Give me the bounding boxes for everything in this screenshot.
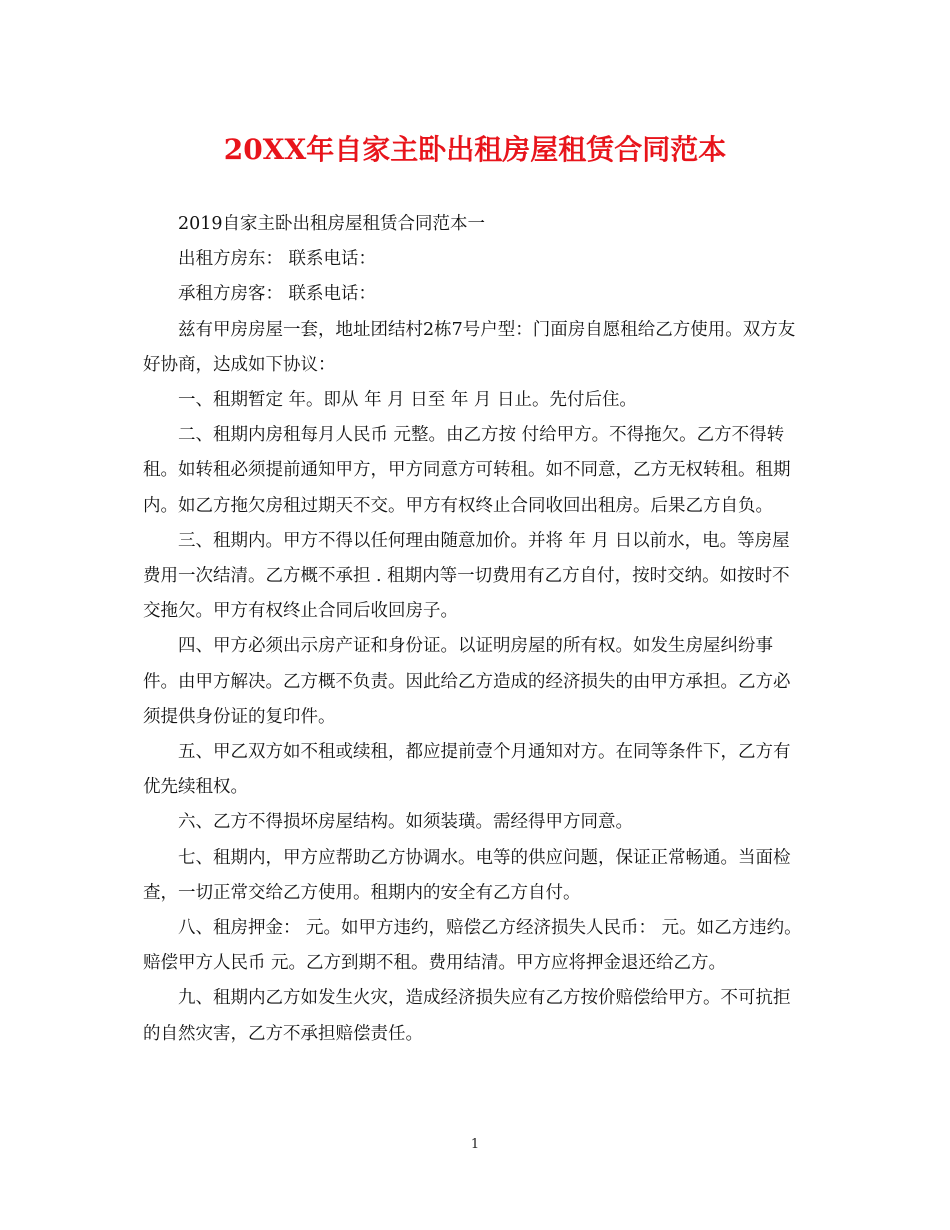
paragraph-clause-9: 九、租期内乙方如发生火灾，造成经济损失应有乙方按价赔偿给甲方。不可抗拒的自然灾害，乙方不承担赔偿责任。 xyxy=(143,988,791,1044)
page-number: 1 xyxy=(470,1137,480,1152)
paragraph-clause-1: 一、租期暂定 年。即从 年 月 日至 年 月 日止。先付后住。 xyxy=(178,390,637,411)
paragraph-clause-4: 四、甲方必须出示房产证和身份证。以证明房屋的所有权。如发生房屋纠纷事件。由甲方解决。乙方概不负责。因此给乙方造成的经济损失的由甲方承担。乙方必须提供身份证的复印件。 xyxy=(143,636,791,727)
paragraph-intro: 兹有甲房房屋一套，地址团结村2栋7号户型：门面房自愿租给乙方使用。双方友好协商，达成如下协议： xyxy=(143,319,796,375)
paragraph-clause-7: 七、租期内，甲方应帮助乙方协调水。电等的供应问题，保证正常畅通。当面检查，一切正常交给乙方使用。租期内的安全有乙方自付。 xyxy=(143,847,791,903)
paragraph-clause-6: 六、乙方不得损坏房屋结构。如须装璜。需经得甲方同意。 xyxy=(178,812,633,833)
document-body xyxy=(143,207,807,1052)
paragraph-clause-3: 三、租期内。甲方不得以任何理由随意加价。并将 年 月 日以前水，电。等房屋费用一次结清。乙方概不承担 . 租期内等一切费用有乙方自付，按时交纳。如按时不交拖欠。甲方有权终止合同后收回房子。 xyxy=(143,530,790,622)
paragraph-clause-2: 二、租期内房租每月人民币 元整。由乙方按 付给甲方。不得拖欠。乙方不得转租。如转租必须提前通知甲方，甲方同意方可转租。如不同意，乙方无权转租。租期内。如乙方拖欠房租过期天不交。甲方有权终止合同收回出租房。后果乙方自负。 xyxy=(143,425,791,516)
paragraph-landlord: 出租方房东： 联系电话： xyxy=(178,249,377,270)
paragraph-subtitle: 2019自家主卧出租房屋租赁合同范本一 xyxy=(178,214,486,234)
paragraph-clause-5: 五、甲乙双方如不租或续租，都应提前壹个月通知对方。在同等条件下，乙方有优先续租权。 xyxy=(143,742,791,798)
paragraph-tenant: 承租方房客： 联系电话： xyxy=(178,284,377,305)
document-title: 20XX年自家主卧出租房屋租赁合同范本 xyxy=(223,133,727,166)
paragraph-clause-8: 八、租房押金： 元。如甲方违约，赔偿乙方经济损失人民币： 元。如乙方违约。赔偿甲方人民币 元。乙方到期不租。费用结清。甲方应将押金退还给乙方。 xyxy=(143,918,802,974)
